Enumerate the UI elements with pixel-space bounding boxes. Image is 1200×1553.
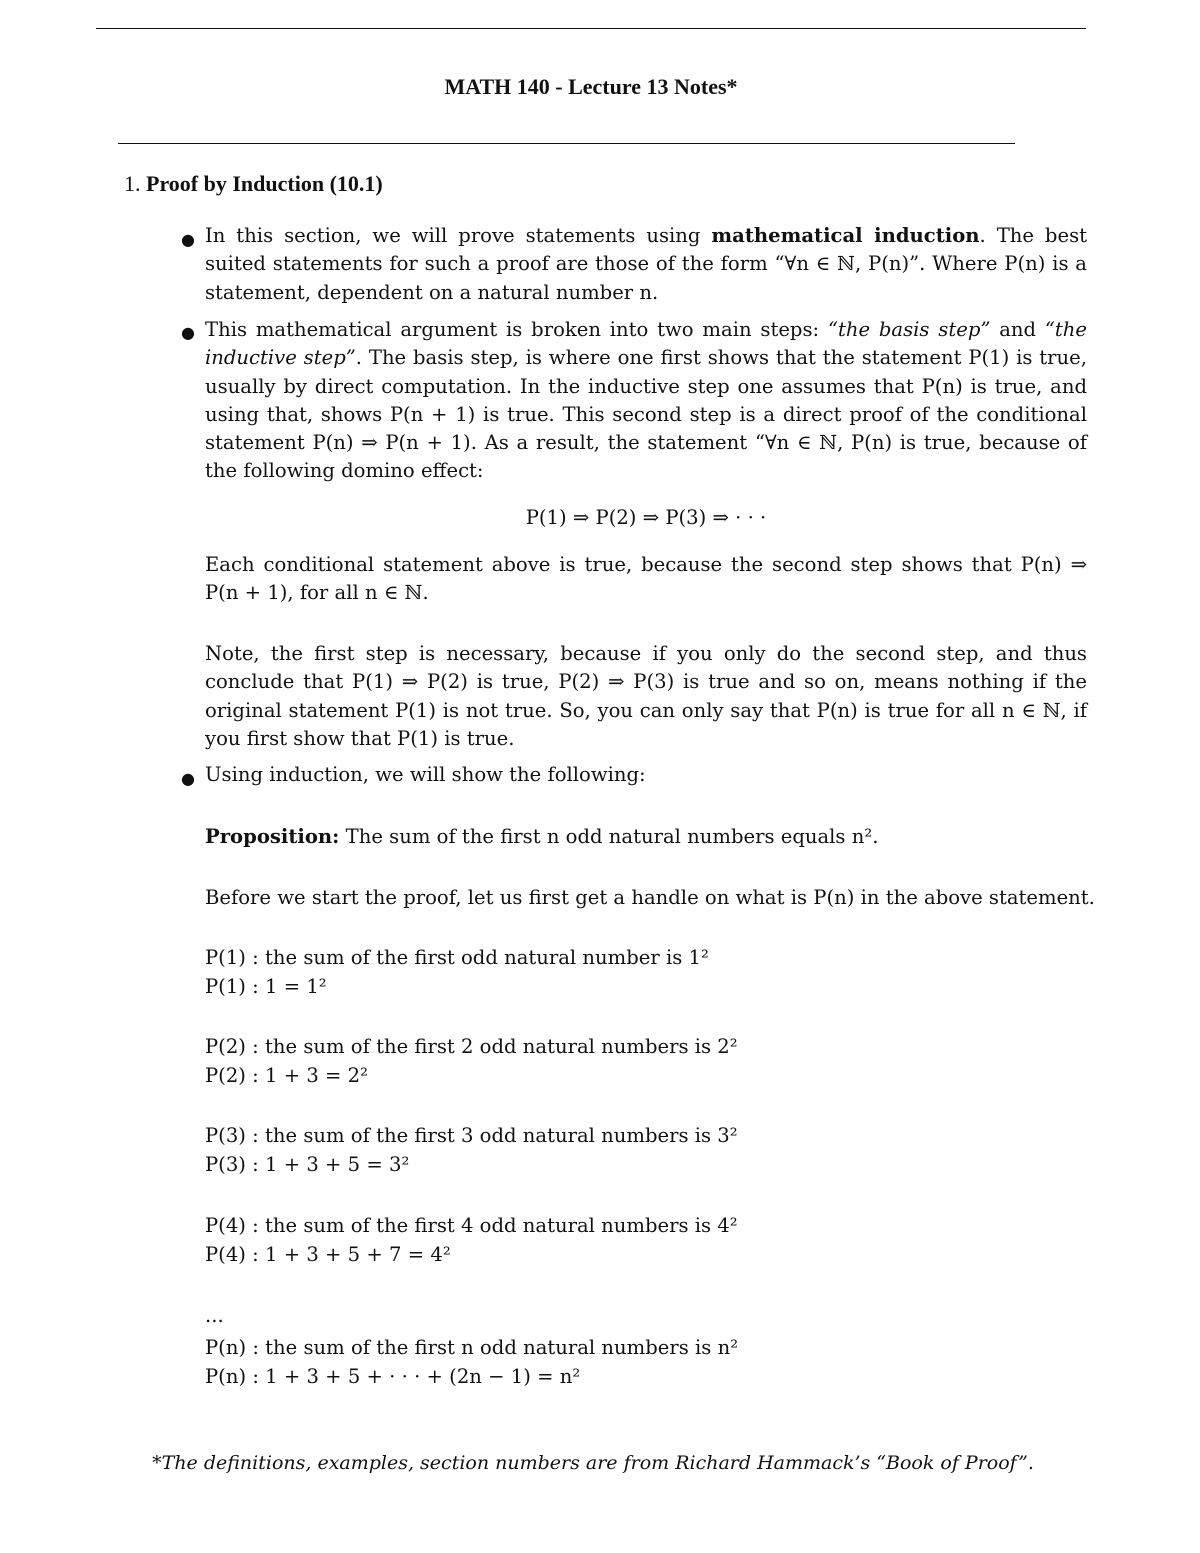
general-statement: P(n) : the sum of the first n odd natural numbers is n² [205,1336,739,1359]
case-statement: P(1) : the sum of the first odd natural number is 1² [205,946,709,969]
paragraph-using-induction: Using induction, we will show the following: [205,763,646,786]
case-statement: P(3) : the sum of the first 3 odd natural numbers is 3² [205,1124,738,1147]
case-equation: P(3) : 1 + 3 + 5 = 3² [205,1153,410,1176]
case-equation: P(4) : 1 + 3 + 5 + 7 = 4² [205,1243,451,1266]
paragraph-induction-intro [205,222,1087,307]
section-title: Proof by Induction (10.1) [146,171,383,196]
text-span: This mathematical argument is broken into two main steps: [205,318,828,341]
text-span: In this section, we will prove statements using [205,224,712,247]
section-heading [124,171,383,197]
bullet-icon: ● [181,323,195,342]
paragraph-two-steps [205,316,1087,486]
case-equation: P(1) : 1 = 1² [205,975,327,998]
text-span: and [990,318,1045,341]
proposition-text: The sum of the first n odd natural numbers equals n². [339,825,879,848]
term-inductive-step: “the inductive step” [205,318,1087,370]
bullet-icon: ● [181,230,195,249]
text-span: . The best suited statements for such a proof are those of the form “∀n ∈ ℕ, P(n)”. Where P(n) is a statement, dependent on a natural number n. [205,224,1087,304]
domino-equation: P(1) ⇒ P(2) ⇒ P(3) ⇒ · · · [525,506,767,529]
paragraph-note: Note, the first step is necessary, because if you only do the second step, and thus conclude that P(1) ⇒ P(2) is true, P(2) ⇒ P(3) is true and so on, means nothing if the original statement P(1) is not true. So, you can only say that P(n) is true for all n ∈ ℕ, if you first show that P(1) is true. [205,642,1087,750]
footnote: *The definitions, examples, section numbers are from Richard Hammack’s “Book of Proof”. [152,1452,1034,1474]
case-statement: P(4) : the sum of the first 4 odd natural numbers is 4² [205,1214,738,1237]
section-number: 1. [124,171,141,196]
ellipsis: ... [205,1304,224,1327]
top-rule [96,28,1086,29]
text-span: . The basis step, is where one first shows that the statement P(1) is true, usually by direct computation. In the inductive step one assumes that P(n) is true, and using that, shows P(n + 1) is true. This second step is a direct proof of the conditional statement P(n) ⇒ P(n + 1). As a result, the statement “∀n ∈ ℕ, P(n) is true, because of the following domino effect: [205,346,1087,483]
term-mathematical-induction: mathematical induction [711,224,980,247]
bullet-icon: ● [181,769,195,788]
term-basis-step: “the basis step” [827,318,991,341]
proposition [205,823,878,851]
proposition-label: Proposition: [205,825,340,848]
paragraph-before-proof: Before we start the proof, let us first get a handle on what is P(n) in the above statement. [205,886,1095,909]
title-rule [118,143,1015,144]
case-equation: P(2) : 1 + 3 = 2² [205,1064,368,1087]
paragraph-conditional: Each conditional statement above is true, because the second step shows that P(n) ⇒ P(n + 1), for all n ∈ ℕ. [205,553,1087,605]
case-statement: P(2) : the sum of the first 2 odd natural numbers is 2² [205,1035,738,1058]
page-title: MATH 140 - Lecture 13 Notes* [444,74,738,99]
general-equation: P(n) : 1 + 3 + 5 + · · · + (2n − 1) = n² [205,1365,581,1388]
